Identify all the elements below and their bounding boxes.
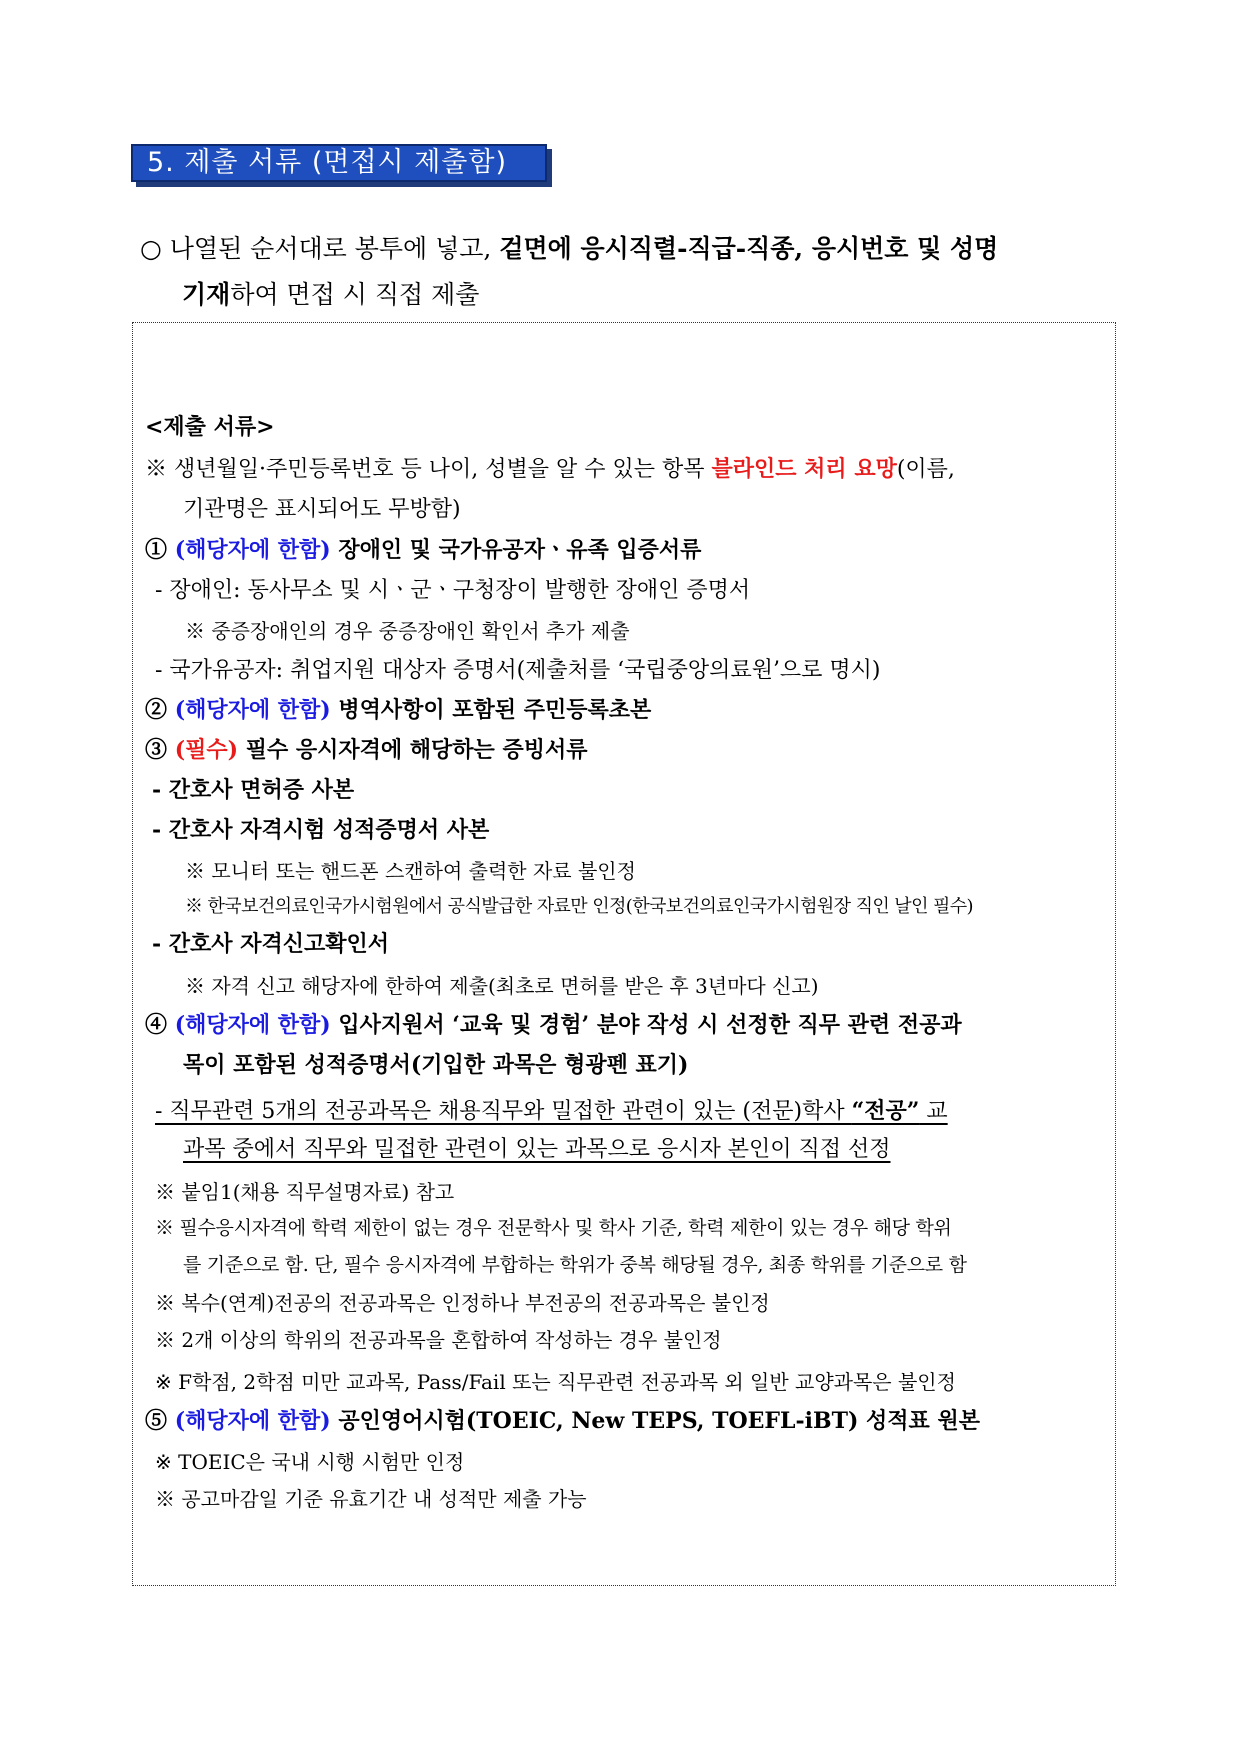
circle-bullet-icon: ○ <box>140 234 162 263</box>
blind-note: ※ 생년월일·주민등록번호 등 나이, 성별을 알 수 있는 항목 블라인드 처리 요망(이름, <box>145 456 955 482</box>
item-4-detail: - 직무관련 5개의 전공과목은 채용직무와 밀접한 관련이 있는 (전문)학사 “전공” 교 <box>155 1098 948 1124</box>
item-3: ③ (필수) 필수 응시자격에 해당하는 증빙서류 <box>145 737 588 763</box>
intro-paragraph: ○ 나열된 순서대로 봉투에 넣고, 겉면에 응시직렬-직급-직종, 응시번호 및 성명 기재하여 면접 시 직접 제출 <box>140 234 999 309</box>
section-header <box>131 144 553 187</box>
section-title: 5. 제출 서류 (면접시 제출함) <box>131 144 547 182</box>
box-heading: <제출 서류> <box>145 414 275 440</box>
item-4: ④ (해당자에 한함) 입사지원서 ‘교육 및 경험’ 분야 작성 시 선정한 직무 관련 전공과 <box>145 1012 962 1038</box>
item-2: ② (해당자에 한함) 병역사항이 포함된 주민등록초본 <box>145 697 652 723</box>
item-5: ⑤ (해당자에 한함) 공인영어시험(TOEIC, New TEPS, TOEFL-iBT) 성적표 원본 <box>145 1408 980 1434</box>
item-1: ① (해당자에 한함) 장애인 및 국가유공자ㆍ유족 입증서류 <box>145 537 702 563</box>
